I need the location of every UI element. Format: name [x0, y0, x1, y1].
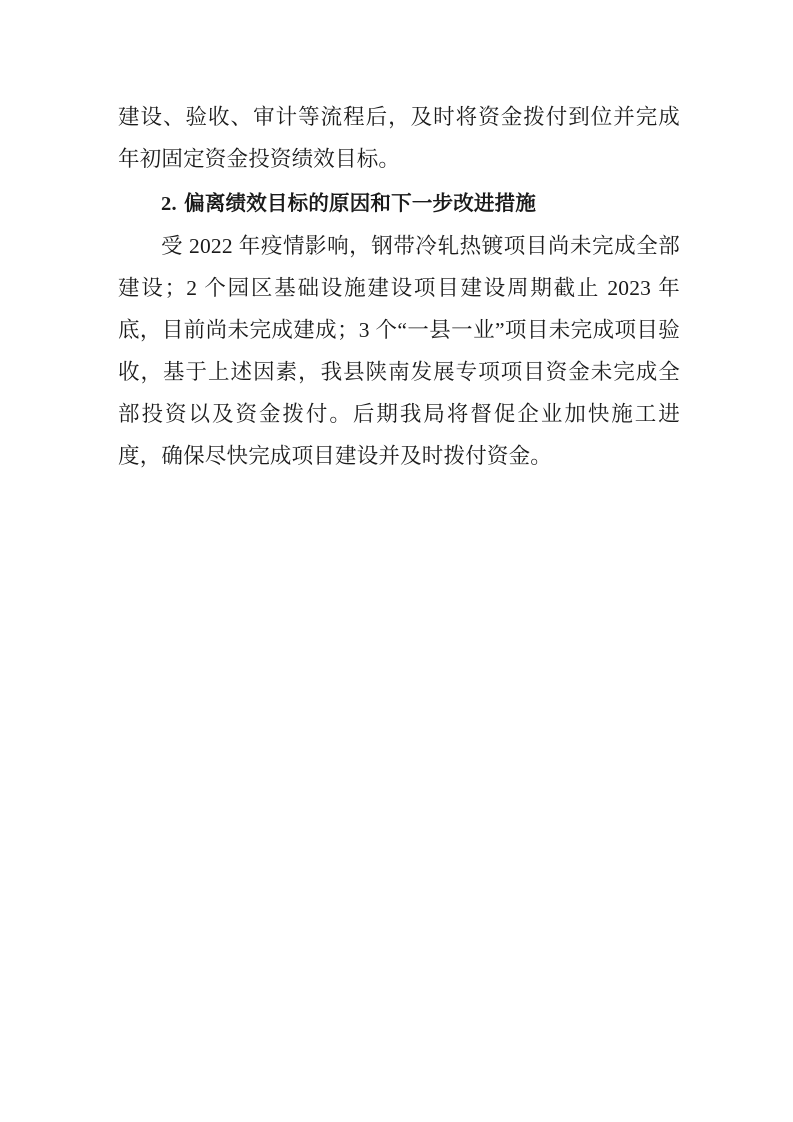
section-heading-2: [118, 182, 680, 225]
paragraph-funding-disbursement: 建设、验收、审计等流程后，及时将资金拨付到位并完成年初固定资金投资绩效目标。: [118, 105, 680, 171]
section-heading-number: 2.: [161, 193, 177, 215]
paragraph-deviation-reasons: 受 2022 年疫情影响，钢带冷轧热镀项目尚未完成全部建设；2 个园区基础设施建设项目建设周期截止 2023 年底，目前尚未完成建成；3 个“一县一业”项目未完成项目验收，基于上述因素，我县陕南发展专项项目资金未完成全部投资以及资金拨付。后期我局将督促企业加快施工进度，确保尽快完成项目建设并及时拨付资金。: [118, 234, 680, 468]
section-heading-text: 偏离绩效目标的原因和下一步改进措施: [184, 191, 537, 215]
document-body: [118, 96, 680, 477]
